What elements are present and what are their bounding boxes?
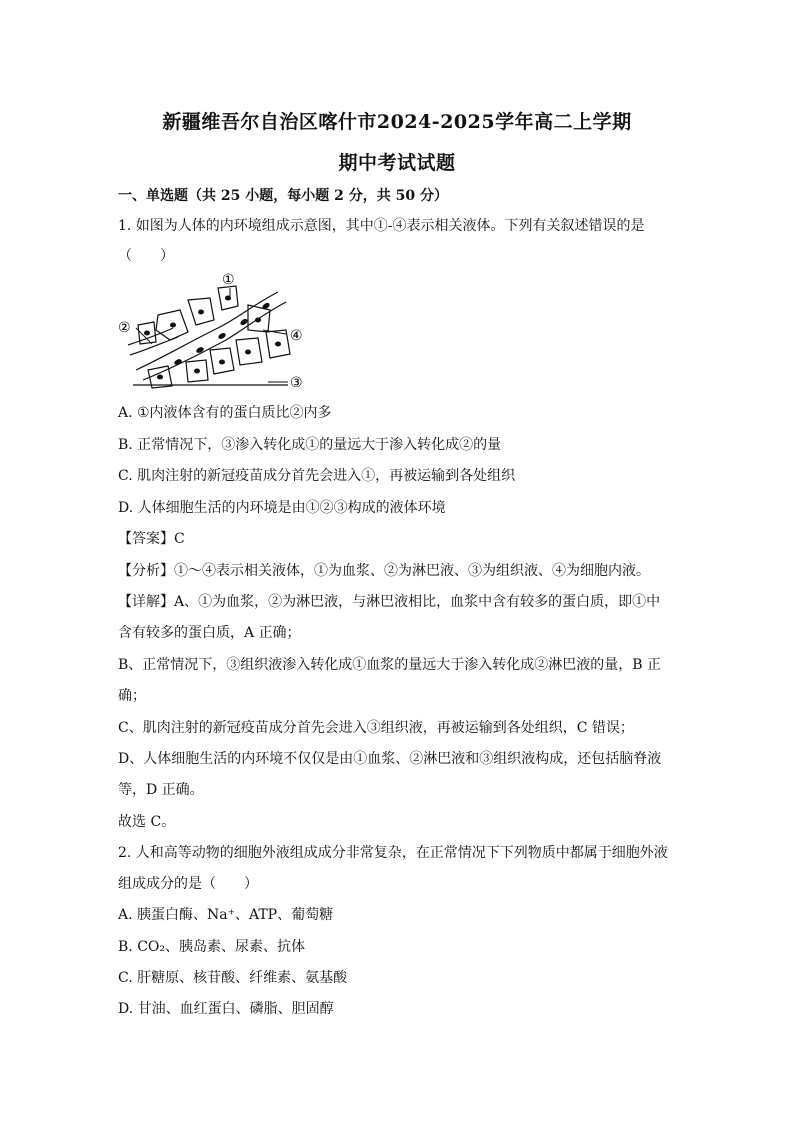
figure-label-4: ④: [290, 328, 303, 344]
figure-label-1: ①: [222, 272, 235, 288]
internal-environment-figure: [118, 270, 318, 395]
q1-detail-line: C、肌肉注射的新冠疫苗成分首先会进入③组织液，再被运输到各处组织，C 错误；: [118, 720, 634, 736]
q2-stem-line1: 2. 人和高等动物的细胞外液组成成分非常复杂，在正常情况下下列物质中都属于细胞外液: [118, 845, 668, 861]
q1-detail-line: 确；: [118, 688, 146, 704]
figure-label-2: ②: [118, 320, 131, 336]
q1-detail-line: 含有较多的蛋白质，A 正确；: [118, 625, 301, 641]
q1-option-a: A. ①内液体含有的蛋白质比②内多: [118, 405, 332, 421]
page-title-line2: 期中考试试题: [338, 152, 456, 174]
q1-stem-line1: 1. 如图为人体的内环境组成示意图，其中①-④表示相关液体。下列有关叙述错误的是: [118, 218, 645, 234]
section-heading: 一、单选题（共 25 小题，每小题 2 分，共 50 分）: [118, 188, 448, 204]
q1-stem-line2: （ ）: [118, 248, 174, 264]
q1-detail-line: 等，D 正确。: [118, 782, 204, 798]
figure-label-3: ③: [290, 375, 303, 391]
q2-option-a: A. 胰蛋白酶、Na⁺、ATP、葡萄糖: [118, 907, 334, 923]
q1-detail-line: 【详解】A、①为血浆，②为淋巴液，与淋巴液相比，血浆中含有较多的蛋白质，即①中: [118, 594, 661, 610]
q2-option-d: D. 甘油、血红蛋白、磷脂、胆固醇: [118, 1001, 334, 1017]
q2-option-c: C. 肝糖原、核苷酸、纤维素、氨基酸: [118, 970, 348, 986]
q1-conclusion: 故选 C。: [118, 814, 176, 830]
q1-option-d: D. 人体细胞生活的内环境是由①②③构成的液体环境: [118, 500, 446, 516]
q1-answer: 【答案】C: [118, 531, 185, 547]
q1-detail-line: B、正常情况下，③组织液渗入转化成①血浆的量远大于渗入转化成②淋巴液的量，B 正: [118, 657, 662, 673]
q2-option-b: B. CO₂、胰岛素、尿素、抗体: [118, 939, 305, 955]
q1-detail-line: D、人体细胞生活的内环境不仅仅是由①血浆、②淋巴液和③组织液构成，还包括脑脊液: [118, 751, 662, 767]
q1-option-b: B. 正常情况下，③渗入转化成①的量远大于渗入转化成②的量: [118, 437, 502, 453]
q2-stem-line2: 组成成分的是（ ）: [118, 876, 258, 892]
page-title-line1: 新疆维吾尔自治区喀什市2024-2025学年高二上学期: [162, 111, 632, 133]
q1-analysis: 【分析】①～④表示相关液体，①为血浆、②为淋巴液、③为组织液、④为细胞内液。: [118, 563, 650, 579]
q1-option-c: C. 肌肉注射的新冠疫苗成分首先会进入①，再被运输到各处组织: [118, 468, 516, 484]
